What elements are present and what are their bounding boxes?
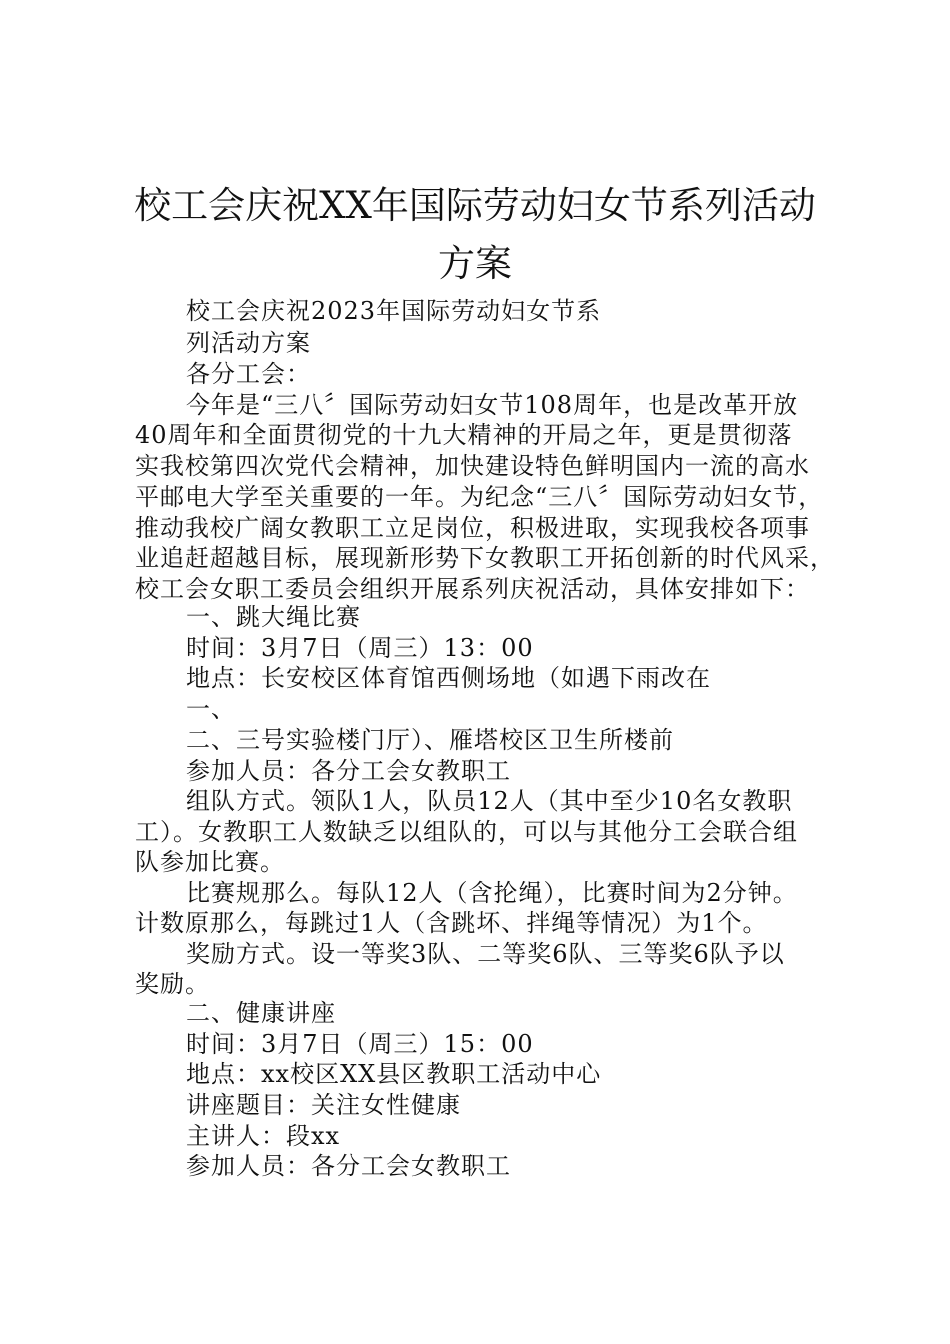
text-line: 实我校第四次党代会精神，加快建设特色鲜明国内一流的高水 <box>135 452 810 480</box>
section-heading: 二、健康讲座 <box>186 999 336 1027</box>
text-line: 地点：长安校区体育馆西侧场地（如遇下雨改在 <box>186 664 711 692</box>
text-line: 参加人员：各分工会女教职工 <box>186 1152 511 1180</box>
text-line: 计数原那么，每跳过1人（含跳坏、拌绳等情况）为1个。 <box>135 909 768 937</box>
text-line: 校工会女职工委员会组织开展系列庆祝活动，具体安排如下： <box>135 575 810 603</box>
document-title-line-1: 校工会庆祝XX年国际劳动妇女节系列活动 <box>134 184 816 227</box>
text-line: 组队方式。领队1人，队员12人（其中至少10名女教职 <box>186 787 793 815</box>
text-line: 一、 <box>186 695 236 723</box>
text-line: 二、三号实验楼门厅）、雁塔校区卫生所楼前 <box>186 726 674 754</box>
text-line: 业追赶超越目标，展现新形势下女教职工开拓创新的时代风采， <box>135 544 835 572</box>
text-line: 40周年和全面贯彻党的十九大精神的开局之年，更是贯彻落 <box>135 421 793 449</box>
text-line: 奖励方式。设一等奖3队、二等奖6队、三等奖6队予以 <box>186 940 785 968</box>
text-line: 列活动方案 <box>186 329 311 357</box>
text-line: 推动我校广阔女教职工立足岗位，积极进取，实现我校各项事 <box>135 514 810 542</box>
text-line: 校工会庆祝2023年国际劳动妇女节系 <box>186 297 602 325</box>
section-heading: 一、跳大绳比赛 <box>186 603 361 631</box>
text-line: 地点：xx校区XX县区教职工活动中心 <box>186 1060 602 1088</box>
text-line: 工）。女教职工人数缺乏以组队的，可以与其他分工会联合组 <box>135 818 798 846</box>
text-line: 比赛规那么。每队12人（含抡绳），比赛时间为2分钟。 <box>186 879 798 907</box>
text-line: 时间：3月7日（周三）15：00 <box>186 1030 534 1058</box>
text-line: 平邮电大学至关重要的一年。为纪念“三八〞国际劳动妇女节， <box>135 483 824 511</box>
text-line: 讲座题目：关注女性健康 <box>186 1091 461 1119</box>
document-title-line-2: 方案 <box>438 242 512 285</box>
text-line: 各分工会： <box>186 360 311 388</box>
text-line: 队参加比赛。 <box>135 848 285 876</box>
text-line: 主讲人：段xx <box>186 1122 341 1150</box>
text-line: 奖励。 <box>135 970 210 998</box>
text-line: 参加人员：各分工会女教职工 <box>186 757 511 785</box>
text-line: 时间：3月7日（周三）13：00 <box>186 634 534 662</box>
text-line: 今年是“三八〞国际劳动妇女节108周年，也是改革开放 <box>186 391 799 419</box>
